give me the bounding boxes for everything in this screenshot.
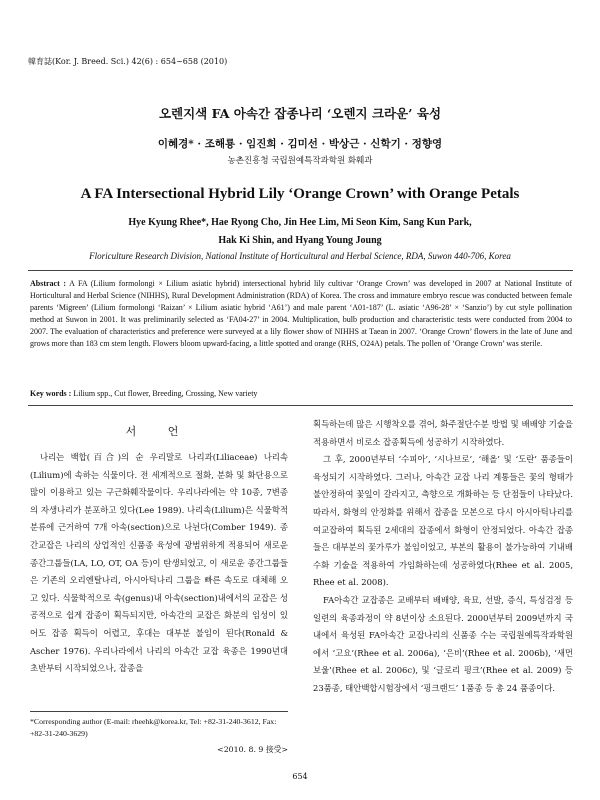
- abstract-bottom-rule: [28, 405, 573, 406]
- keywords-label: Key words :: [30, 389, 72, 398]
- right-paragraph: 획득하는데 많은 시행착오를 겪어, 화주절단수분 방법 및 배배양 기술을 적용하면서 비로소 잡종획득에 성공하기 시작하였다.: [313, 419, 573, 447]
- affiliation-korean: 농촌진흥청 국립원예특작과학원 화훼과: [227, 156, 373, 166]
- journal-reference: 韓育誌(Kor. J. Breed. Sci.) 42(6) : 654~658 (2010): [28, 57, 228, 66]
- right-paragraph: 그 후, 2000년부터 ‘수피아’, ‘시나브로’, ‘해올’ 및 ‘도란’ 품종들이 육성되기 시작하였다. 그러나, 아속간 교잡 나리 계통들은 꽃의 형태가 불안정하여 꽃잎이 갈라지고, 측향으로 개화하는 등 단점들이 나타났다. 따라서, 화형의 안정화를 위해서 잡종을 모본으로 다시 아시아틱나리를 여교잡하여 획득된 2세대의 잡종에서 화형이 안정되었다. 아속간 잡종들은 대부분의 꽃가루가 불임이었고, 부본의 활용이 불가능하여 기내배수화 기술을 적용하여 가임화하는데 성공하였다(Rhee et al. 2005, Rhee et al. 2008).: [313, 454, 573, 588]
- title-korean: 오렌지색 FA 아속간 잡종나리 ‘오렌지 크라운’ 육성: [158, 106, 442, 121]
- authors-korean: 이혜경* · 조해룡 · 임진희 · 김미선 · 박상근 · 신학기 · 정향영: [157, 138, 443, 150]
- right-paragraph: FA아속간 교잡종은 교배부터 배배양, 육묘, 선발, 증식, 특성검정 등 일련의 육종과정이 약 8년이상 소요된다. 2000년부터 2009년까지 국내에서 육성된 FA아속간 교잡나리의 신품종 수는 국립원예특작과학원에서 ‘고요’(Rhee et al. 2006a), ‘은비’(Rhee et al. 2006b), ‘새먼보울’(Rhee et al. 2006c), 및 ‘글로리 핑크’(Rhee et al. 2009) 등 23품종, 태안백합시험장에서 ‘핑크랜드’ 1품종 등 총 24 품종이다.: [313, 594, 573, 693]
- affiliation-english: Floriculture Research Division, National Institute of Horticultural and Herbal Science, RDA, Suwon 440-706, Korea: [89, 251, 511, 261]
- abstract-text: A FA (Lilium formolongi × Lilium asiatic hybrid) intersectional hybrid lily cultivar ‘Orange Crown’ was developed in 2007 at National Institute of Horticultural and Herbal Science (NIHHS), Rural Development Administration (RDA) of Korea. The cross and immature embryo rescue was conducted between female parents ‘Migreen’ (Lilium formolongi ‘Raizan’ × Lilium asiatic hybrid ‘A61’) and male parent ‘A01-187’ (L. asiatic ‘A96-28’ × ‘Sanzio’) by cut style pollination method at Suwon in 2001. It was preliminarily selected as ‘FA04-27’ in 2004. Multiplication, bulb production and characteristic tests were conducted from 2004 to 2007. The evaluation of characteristics and preference were surveyed at a lily flower show of NIHHS at Taean in 2007. ‘Orange Crown’ flowers in the late of June and grows more than 183 cm stem length. Flowers bloom upward-facing, a little spotted and orange (RHS, O24A) petals. The pollen of ‘Orange Crown’ was sterile.: [30, 279, 572, 348]
- footnote-rule: [30, 711, 288, 712]
- abstract-label: Abstract :: [30, 279, 66, 288]
- received-date: <2010. 8. 9 接受>: [217, 745, 288, 754]
- left-column: [30, 449, 288, 678]
- title-english: A FA Intersectional Hybrid Lily ‘Orange Crown’ with Orange Petals: [80, 186, 520, 202]
- section-title-introduction: 서 언: [125, 425, 193, 438]
- keywords-text: Lilium spp., Cut flower, Breeding, Crossing, New variety: [73, 389, 258, 398]
- authors-english: [0, 214, 600, 250]
- abstract: [30, 278, 572, 349]
- corresponding-author-footnote: *Corresponding author (E-mail: rheehk@korea.kr, Tel: +82-31-240-3612, Fax: +82-31-240-3629): [30, 717, 277, 738]
- authors-english-line1: Hye Kyung Rhee*, Hae Ryong Cho, Jin Hee Lim, Mi Seon Kim, Sang Kun Park,: [128, 217, 472, 228]
- left-paragraph: 나리는 백합(百合)의 순 우리말로 나리과(Liliaceae) 나리속(Lilium)에 속하는 식물이다. 전 세계적으로 절화, 분화 및 화단용으로 많이 이용하고 있는 구근화훼작물이다. 우리나라에는 약 10종, 7변종의 자생나리가 분포하고 있다(Lee 1989). 나리속(Lilium)은 식물학적 분류에 근거하여 7개 아속(section)으로 나뉜다(Comber 1949). 종간교잡은 나리의 상업적인 신품종 육성에 광범위하게 적용되어 새로운 종간그룹들(LA, LO, OT, OA 등)이 탄생되었고, 이 새로운 종간그룹들은 기존의 오리엔탈나리, 아시아틱나리 그룹을 빠른 속도로 대체해 오고 있다. 식물학적으로 속(genus)내 아속(section)내에서의 교잡은 성공적으로 쉽게 잡종이 획득되지만, 아속간의 교잡은 화분의 임성이 있어도 잡종 획득이 어렵고, 후대는 대부분 불임이 된다(Ronald & Ascher 1976). 우리나라에서 나리의 아속간 교잡 육종은 1990년대 초반부터 시작되었으나, 잡종을: [30, 452, 288, 674]
- keywords: [30, 389, 572, 398]
- page-number: 654: [292, 772, 308, 781]
- authors-english-line2: Hak Ki Shin, and Hyang Young Joung: [218, 235, 382, 246]
- right-column: [313, 416, 573, 698]
- abstract-top-rule: [28, 270, 573, 271]
